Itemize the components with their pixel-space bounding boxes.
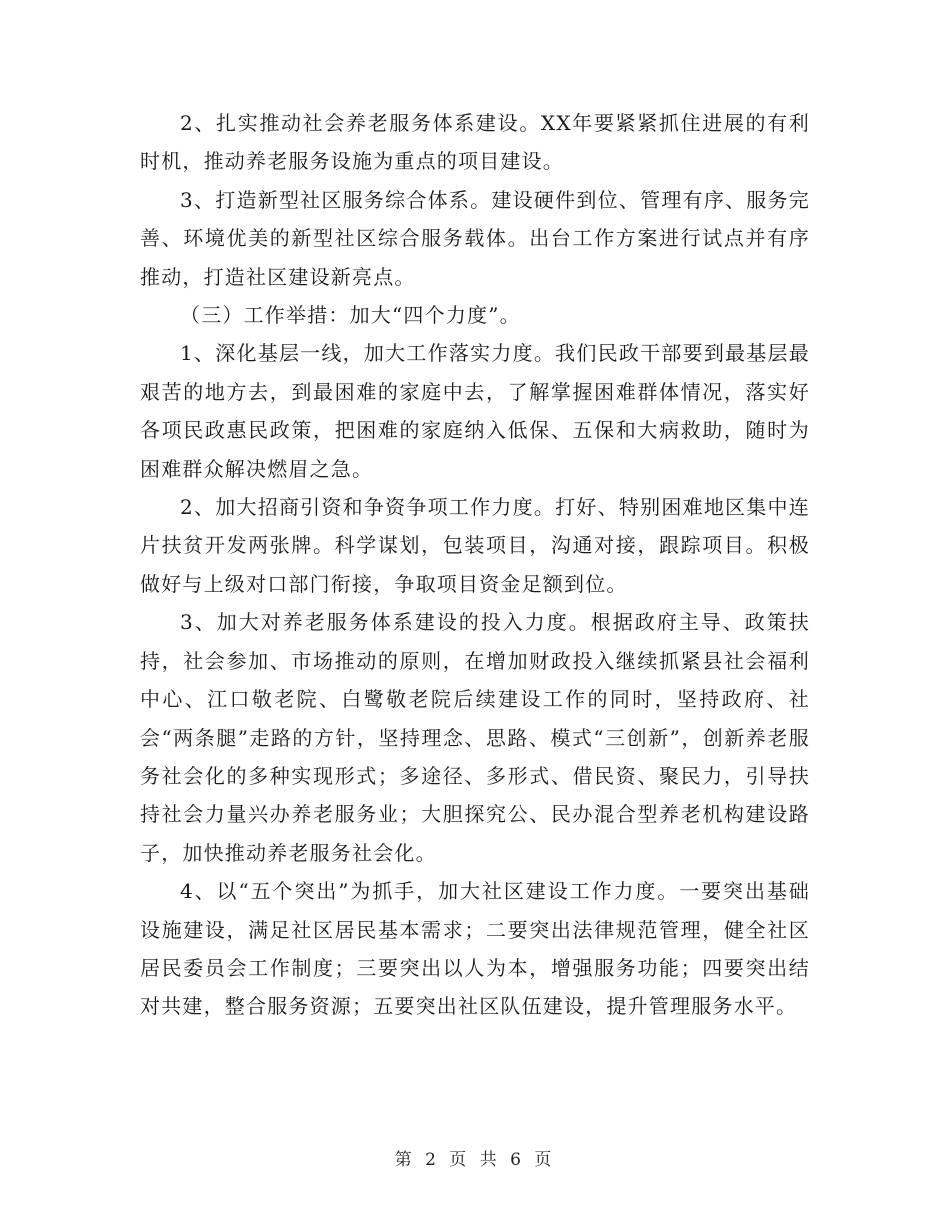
paragraph-4: 1、深化基层一线，加大工作落实力度。我们民政干部要到最基层最艰苦的地方去，到最困难的家庭中去，了解掌握困难群体情况，落实好各项民政惠民政策，把困难的家庭纳入低保、五保和大病救助，随时为困难群众解决燃眉之急。 (140, 341, 810, 481)
paragraph-5: 2、加大招商引资和争资争项工作力度。打好、特别困难地区集中连片扶贫开发两张牌。科学谋划，包装项目，沟通对接，跟踪项目。积极做好与上级对口部门衔接，争取项目资金足额到位。 (140, 495, 810, 596)
page-number-footer: 第 2 页 共 6 页 (394, 1150, 556, 1170)
paragraph-6: 3、加大对养老服务体系建设的投入力度。根据政府主导、政策扶持，社会参加、市场推动的原则，在增加财政投入继续抓紧县社会福利中心、江口敬老院、白鹭敬老院后续建设工作的同时，坚持政府、社会“两条腿”走路的方针，坚持理念、思路、模式“三创新”，创新养老服务社会化的多种实现形式；多途径、多形式、借民资、聚民力，引导扶持社会力量兴办养老服务业；大胆探究公、民办混合型养老机构建设路子，加快推动养老服务社会化。 (140, 610, 810, 865)
paragraph-2: 3、打造新型社区服务综合体系。建设硬件到位、管理有序、服务完善、环境优美的新型社区综合服务载体。出台工作方案进行试点并有序推动，打造社区建设新亮点。 (140, 187, 810, 289)
paragraph-1: 2、扎实推动社会养老服务体系建设。XX年要紧紧抓住进展的有利时机，推动养老服务设施为重点的项目建设。 (140, 111, 810, 174)
document-body (140, 104, 810, 1026)
paragraph-3: （三）工作举措：加大“四个力度”。 (180, 303, 521, 328)
paragraph-7: 4、以“五个突出”为抓手，加大社区建设工作力度。一要突出基础设施建设，满足社区居民基本需求；二要突出法律规范管理，健全社区居民委员会工作制度；三要突出以人为本，增强服务功能；四要突出结对共建，整合服务资源；五要突出社区队伍建设，提升管理服务水平。 (140, 879, 810, 1019)
